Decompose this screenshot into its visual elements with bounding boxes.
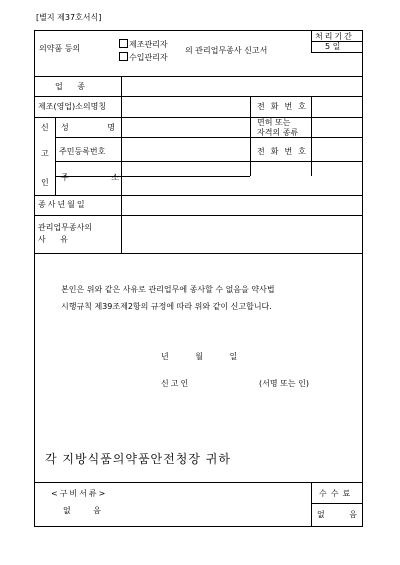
header-title: 의 관리업무종사 신고서 — [185, 46, 268, 55]
processing-period-label: 처리기간 — [315, 32, 354, 41]
date-line: 년 월 일 — [161, 352, 238, 361]
processing-period-value: 5 일 — [325, 42, 341, 51]
option-import-manager[interactable]: 수입관리자 — [119, 52, 168, 63]
attachments-label: <구비서류> — [51, 489, 108, 498]
work-start-label: 종사년월일 — [38, 200, 87, 209]
statement-line2: 시행규칙 제39조제2항의 규정에 따라 위와 같이 신고합니다. — [61, 302, 272, 311]
license-label-line1: 면허 또는 — [257, 118, 291, 127]
name-label: 성 명 — [61, 123, 133, 132]
sign-note: (서명 또는 인) — [259, 379, 309, 388]
phone-label-1: 전화번호 — [257, 102, 312, 111]
fee-label: 수수료 — [319, 489, 355, 498]
declarant-label-2: 고 — [41, 149, 49, 158]
attachments-value: 없 음 — [63, 506, 101, 515]
resident-no-label: 주민등록번호 — [59, 147, 106, 156]
declarant-label-3: 인 — [41, 178, 49, 187]
license-label-line2: 자격의 종류 — [257, 128, 299, 137]
fee-value: 없 음 — [317, 510, 357, 519]
reason-label-line2: 사 유 — [38, 235, 74, 244]
statement-line1: 본인은 위와 같은 사유로 관리업무에 종사할 수 없음을 약사법 — [61, 285, 275, 294]
header-prefix: 의약품 등의 — [39, 44, 81, 53]
option-manufacturing-manager[interactable]: 제조관리자 — [119, 39, 168, 50]
addressee: 각 지방식품의약품안전청장 귀하 — [45, 452, 231, 466]
business-name-label: 제조(영업)소의명칭 — [38, 102, 107, 111]
checkbox-import[interactable] — [119, 52, 128, 61]
phone-label-2: 전화번호 — [257, 147, 312, 156]
address-label: 주 소 — [61, 173, 139, 182]
checkbox-manufacturing[interactable] — [119, 39, 128, 48]
reason-label-line1: 관리업무종사의 — [38, 223, 93, 232]
declarant-sign: 신고인 — [161, 379, 191, 388]
industry-label: 업 종 — [55, 82, 91, 91]
declarant-label-1: 신 — [41, 123, 49, 132]
report-form — [34, 30, 363, 527]
form-number: [별지 제37호서식] — [36, 13, 102, 22]
